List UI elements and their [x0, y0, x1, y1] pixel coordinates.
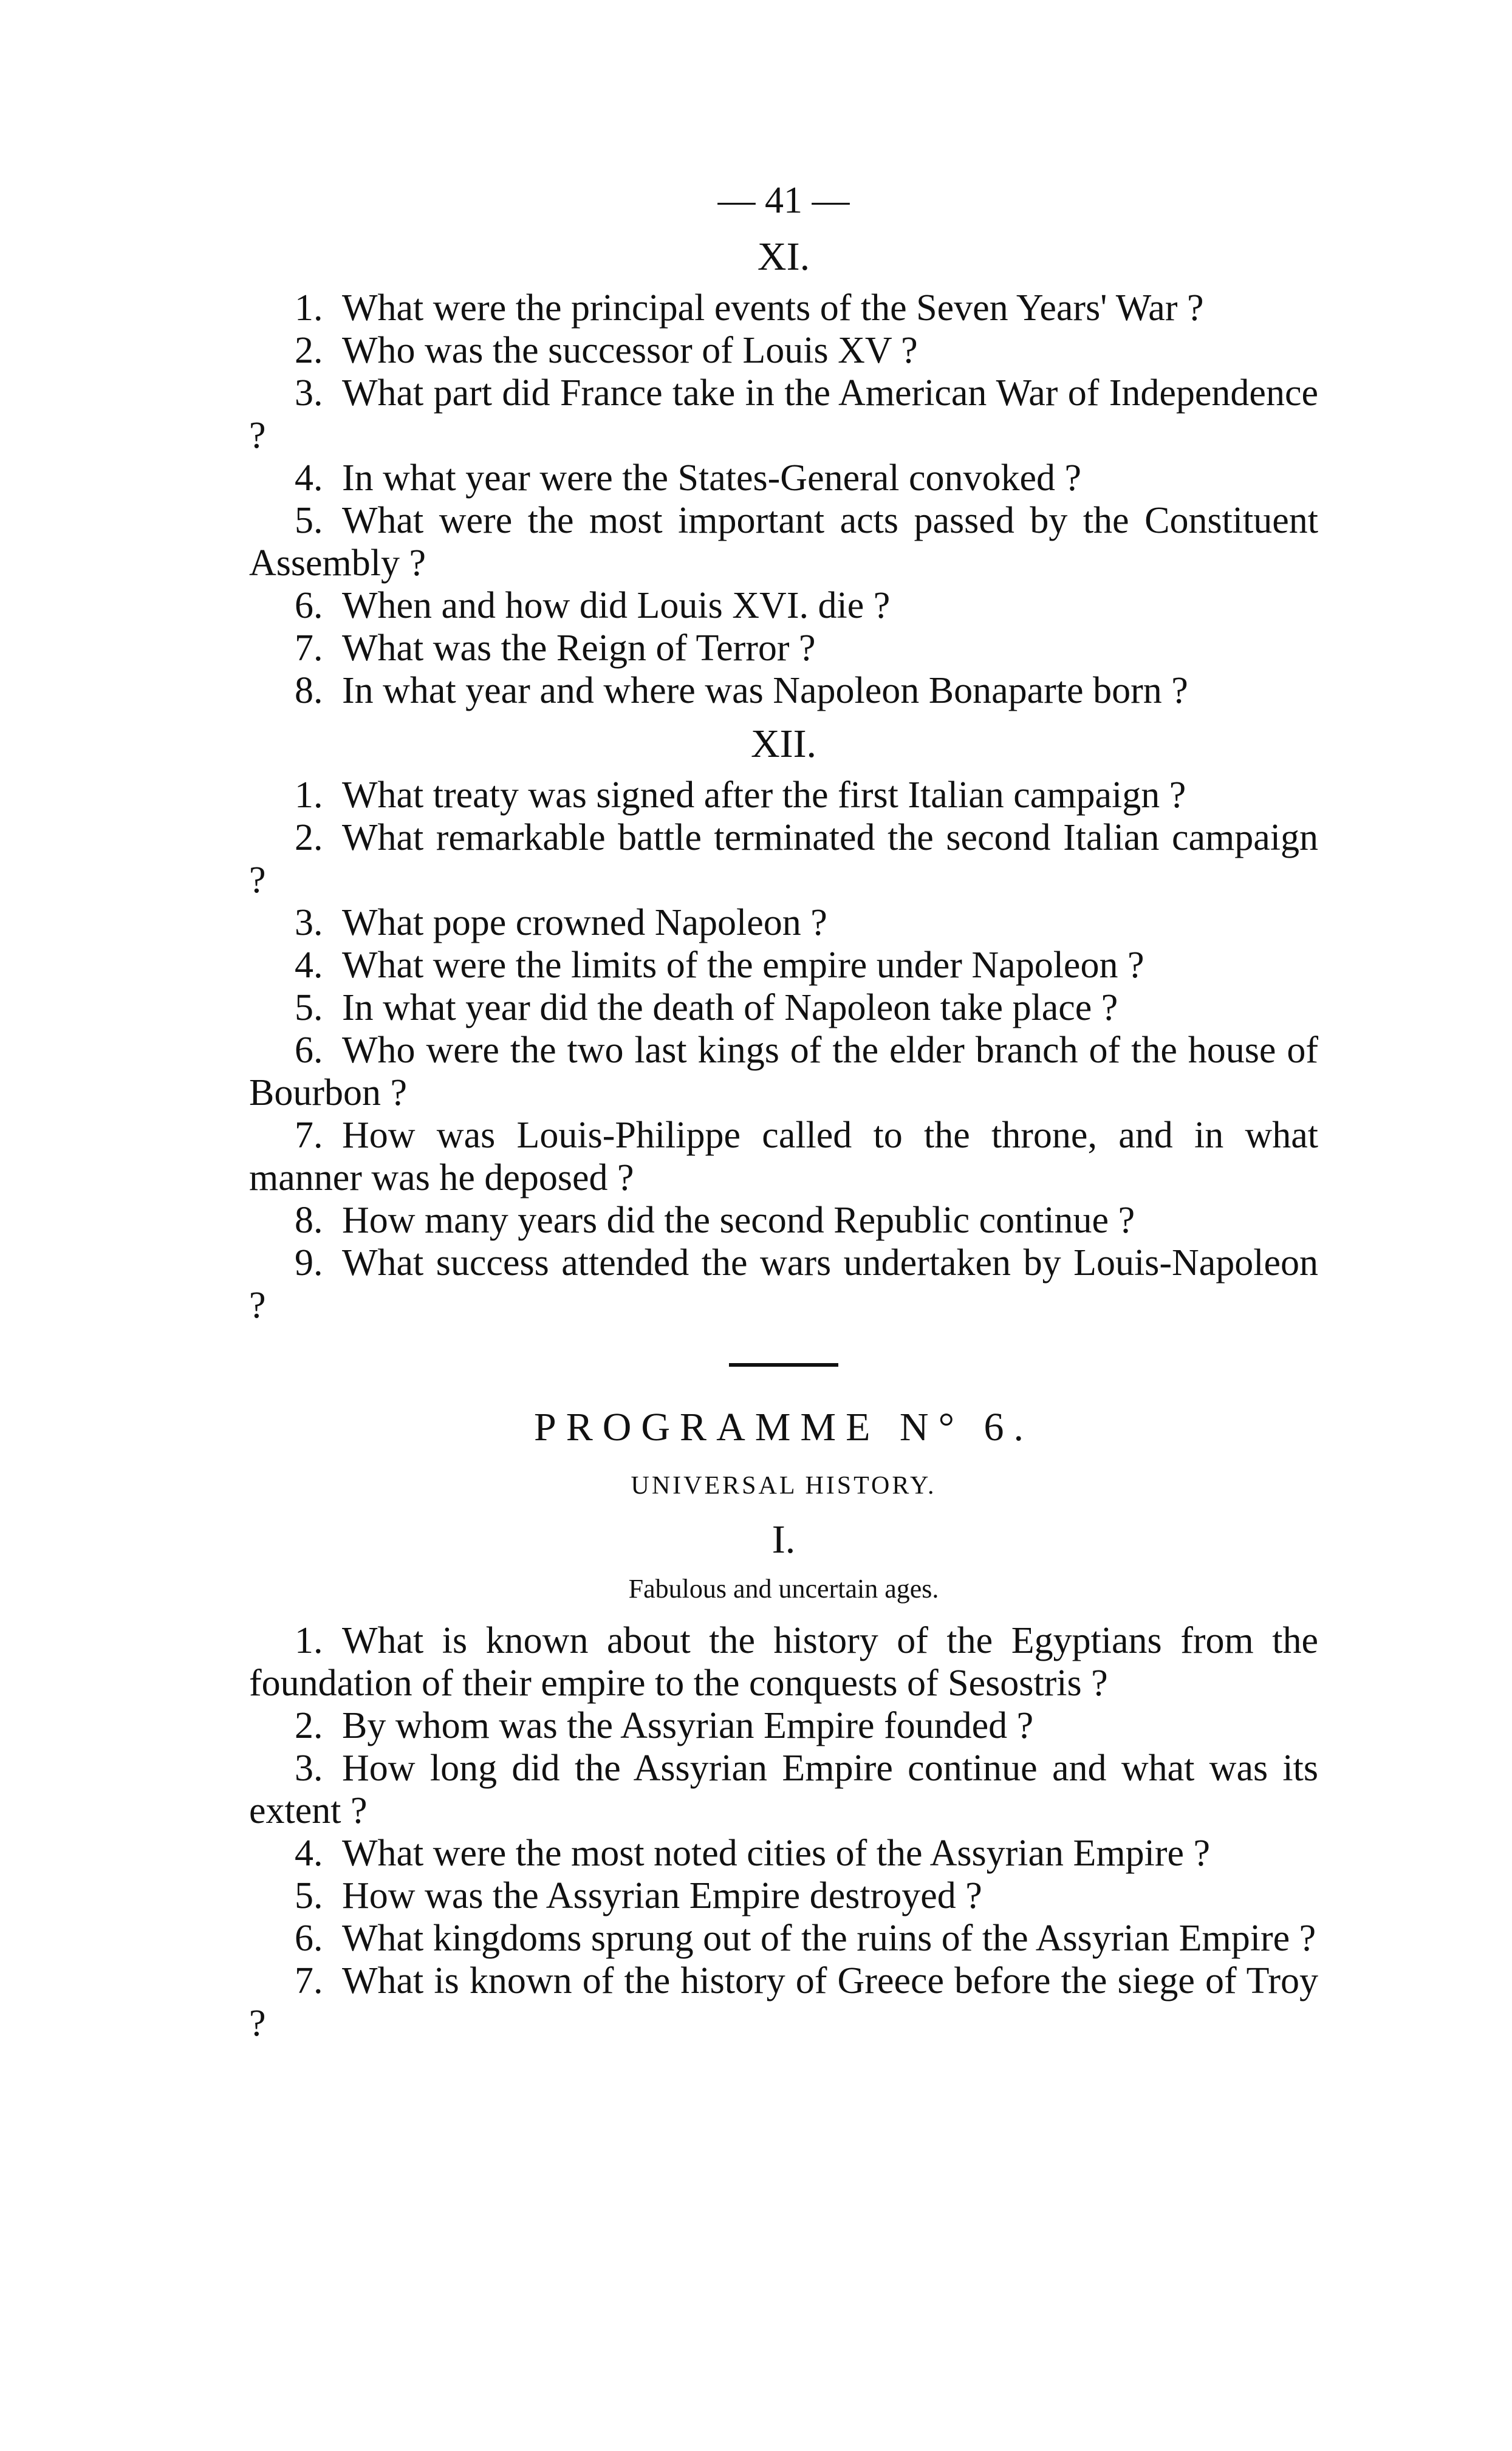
- question-item: [249, 1199, 1318, 1242]
- programme-title: PROGRAMME N° 6.: [534, 1405, 1033, 1449]
- section-xi: [249, 231, 1318, 712]
- question-number: 6.: [295, 585, 323, 626]
- section-heading: XI.: [757, 234, 810, 279]
- question-item: [249, 1114, 1318, 1199]
- question-item: [249, 669, 1318, 712]
- question-item: [249, 372, 1318, 457]
- question-text: What is known about the history of the Egyptians from the foundation of their empire to the conquests of Sesostris ?: [249, 1620, 1318, 1704]
- question-item: [249, 1619, 1318, 1704]
- question-number: 7.: [295, 627, 323, 669]
- question-text: What is known of the history of Greece before the siege of Troy ?: [249, 1960, 1318, 2044]
- question-number: 1.: [295, 1620, 323, 1661]
- section-heading: XII.: [750, 722, 817, 766]
- question-text: How was Louis-Philippe called to the throne, and in what manner was he deposed ?: [249, 1115, 1318, 1198]
- question-text: What were the limits of the empire under Napoleon ?: [342, 945, 1144, 986]
- question-number: 1.: [295, 287, 323, 329]
- question-item: [249, 774, 1318, 816]
- question-item: [249, 584, 1318, 627]
- question-text: What were the most important acts passed by the Constituent Assembly ?: [249, 500, 1318, 584]
- question-list: [249, 774, 1318, 1327]
- question-text: In what year and where was Napoleon Bonaparte born ?: [342, 670, 1188, 711]
- question-item: [249, 627, 1318, 669]
- question-text: How long did the Assyrian Empire continue and what was its extent ?: [249, 1748, 1318, 1831]
- question-number: 1.: [295, 774, 323, 816]
- programme-subtitle: UNIVERSAL HISTORY.: [631, 1472, 937, 1500]
- question-number: 8.: [295, 1200, 323, 1241]
- question-item: [249, 1960, 1318, 2045]
- programme-block: [249, 1402, 1318, 2045]
- question-item: [249, 499, 1318, 584]
- question-item: [249, 287, 1318, 329]
- question-number: 4.: [295, 457, 323, 499]
- question-text: In what year were the States-General convoked ?: [342, 457, 1082, 499]
- question-text: How was the Assyrian Empire destroyed ?: [342, 1875, 982, 1916]
- section-heading: I.: [771, 1517, 796, 1562]
- question-number: 6.: [295, 1030, 323, 1071]
- question-item: [249, 1242, 1318, 1327]
- question-item: [249, 1917, 1318, 1960]
- question-number: 2.: [295, 330, 323, 371]
- question-number: 2.: [295, 1705, 323, 1746]
- question-number: 3.: [295, 902, 323, 943]
- question-number: 7.: [295, 1960, 323, 2001]
- question-text: In what year did the death of Napoleon take place ?: [342, 987, 1118, 1028]
- question-number: 8.: [295, 670, 323, 711]
- question-text: What pope crowned Napoleon ?: [342, 902, 827, 943]
- question-list: [249, 1619, 1318, 2045]
- question-text: When and how did Louis XVI. die ?: [342, 585, 891, 626]
- question-text: What was the Reign of Terror ?: [342, 627, 816, 669]
- question-item: [249, 329, 1318, 372]
- section-caption: Fabulous and uncertain ages.: [628, 1574, 939, 1604]
- question-item: [249, 1029, 1318, 1114]
- question-number: 4.: [295, 945, 323, 986]
- question-number: 2.: [295, 817, 323, 858]
- question-text: What treaty was signed after the first Italian campaign ?: [342, 774, 1186, 816]
- section-divider: [729, 1363, 838, 1367]
- question-item: [249, 1747, 1318, 1832]
- question-number: 7.: [295, 1115, 323, 1156]
- question-text: What were the most noted cities of the Assyrian Empire ?: [342, 1833, 1211, 1874]
- question-item: [249, 986, 1318, 1029]
- question-number: 5.: [295, 987, 323, 1028]
- question-text: What kingdoms sprung out of the ruins of the Assyrian Empire ?: [342, 1918, 1316, 1959]
- section-xii: [249, 718, 1318, 1327]
- question-text: Who was the successor of Louis XV ?: [342, 330, 918, 371]
- question-list: [249, 287, 1318, 712]
- question-number: 9.: [295, 1242, 323, 1284]
- question-number: 5.: [295, 1875, 323, 1916]
- question-text: What success attended the wars undertaken by Louis-Napoleon ?: [249, 1242, 1318, 1326]
- question-item: [249, 1875, 1318, 1917]
- question-item: [249, 1704, 1318, 1747]
- question-number: 3.: [295, 372, 323, 414]
- question-number: 3.: [295, 1748, 323, 1789]
- question-number: 5.: [295, 500, 323, 541]
- question-text: How many years did the second Republic continue ?: [342, 1200, 1135, 1241]
- question-item: [249, 901, 1318, 944]
- question-number: 4.: [295, 1833, 323, 1874]
- question-text: By whom was the Assyrian Empire founded ?: [342, 1705, 1034, 1746]
- question-number: 6.: [295, 1918, 323, 1959]
- question-text: What part did France take in the American War of Independence ?: [249, 372, 1318, 456]
- document-page: [249, 176, 1318, 2045]
- question-text: What were the principal events of the Seven Years' War ?: [342, 287, 1204, 329]
- question-item: [249, 1832, 1318, 1875]
- question-text: Who were the two last kings of the elder branch of the house of Bourbon ?: [249, 1030, 1318, 1113]
- page-number: — 41 —: [717, 180, 850, 221]
- question-item: [249, 816, 1318, 901]
- question-text: What remarkable battle terminated the second Italian campaign ?: [249, 817, 1318, 901]
- question-item: [249, 457, 1318, 499]
- question-item: [249, 944, 1318, 986]
